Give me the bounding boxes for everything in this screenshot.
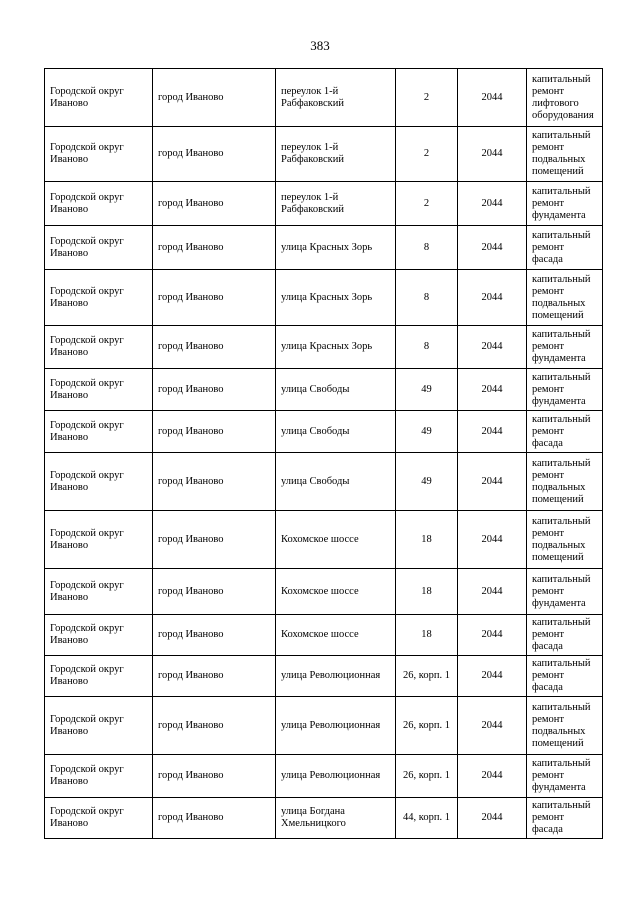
year-cell: 2044	[458, 411, 527, 453]
table-row	[45, 127, 603, 182]
year-cell: 2044	[458, 798, 527, 839]
city-cell: город Иваново	[153, 182, 276, 226]
district-cell: Городской округ Иваново	[45, 69, 153, 127]
city-cell: город Иваново	[153, 226, 276, 270]
district-cell: Городской округ Иваново	[45, 369, 153, 411]
work-type-cell: капитальный ремонт фасада	[527, 798, 603, 839]
table-row	[45, 326, 603, 369]
page-number: 383	[310, 38, 330, 53]
district-cell: Городской округ Иваново	[45, 697, 153, 755]
repair-schedule-table	[44, 68, 603, 839]
work-type-cell: капитальный ремонт фундамента	[527, 369, 603, 411]
work-type-cell: капитальный ремонт фасада	[527, 226, 603, 270]
street-cell: улица Красных Зорь	[276, 326, 396, 369]
house-number-cell: 8	[396, 270, 458, 326]
table-row	[45, 615, 603, 656]
year-cell: 2044	[458, 569, 527, 615]
house-number-cell: 49	[396, 411, 458, 453]
work-type-cell: капитальный ремонт фундамента	[527, 182, 603, 226]
street-cell: улица Свободы	[276, 453, 396, 511]
street-cell: улица Красных Зорь	[276, 270, 396, 326]
year-cell: 2044	[458, 326, 527, 369]
table-row	[45, 656, 603, 697]
city-cell: город Иваново	[153, 69, 276, 127]
district-cell: Городской округ Иваново	[45, 453, 153, 511]
street-cell: Кохомское шоссе	[276, 511, 396, 569]
table-row	[45, 697, 603, 755]
house-number-cell: 26, корп. 1	[396, 656, 458, 697]
house-number-cell: 18	[396, 569, 458, 615]
table-row	[45, 270, 603, 326]
street-cell: улица Революционная	[276, 755, 396, 798]
work-type-cell: капитальный ремонт подвальных помещений	[527, 270, 603, 326]
street-cell: Кохомское шоссе	[276, 615, 396, 656]
table-row	[45, 182, 603, 226]
street-cell: улица Свободы	[276, 369, 396, 411]
city-cell: город Иваново	[153, 127, 276, 182]
district-cell: Городской округ Иваново	[45, 755, 153, 798]
city-cell: город Иваново	[153, 697, 276, 755]
house-number-cell: 49	[396, 453, 458, 511]
work-type-cell: капитальный ремонт подвальных помещений	[527, 511, 603, 569]
table-row	[45, 755, 603, 798]
year-cell: 2044	[458, 453, 527, 511]
table-row	[45, 226, 603, 270]
street-cell: переулок 1-й Рабфаковский	[276, 127, 396, 182]
street-cell: улица Свободы	[276, 411, 396, 453]
year-cell: 2044	[458, 69, 527, 127]
table-row	[45, 569, 603, 615]
house-number-cell: 49	[396, 369, 458, 411]
work-type-cell: капитальный ремонт подвальных помещений	[527, 127, 603, 182]
city-cell: город Иваново	[153, 453, 276, 511]
city-cell: город Иваново	[153, 569, 276, 615]
work-type-cell: капитальный ремонт подвальных помещений	[527, 697, 603, 755]
city-cell: город Иваново	[153, 798, 276, 839]
work-type-cell: капитальный ремонт лифтового оборудования	[527, 69, 603, 127]
house-number-cell: 44, корп. 1	[396, 798, 458, 839]
year-cell: 2044	[458, 182, 527, 226]
district-cell: Городской округ Иваново	[45, 656, 153, 697]
year-cell: 2044	[458, 697, 527, 755]
district-cell: Городской округ Иваново	[45, 798, 153, 839]
district-cell: Городской округ Иваново	[45, 615, 153, 656]
city-cell: город Иваново	[153, 369, 276, 411]
table-row	[45, 411, 603, 453]
year-cell: 2044	[458, 369, 527, 411]
city-cell: город Иваново	[153, 615, 276, 656]
work-type-cell: капитальный ремонт фундамента	[527, 569, 603, 615]
year-cell: 2044	[458, 615, 527, 656]
street-cell: Кохомское шоссе	[276, 569, 396, 615]
table-row	[45, 453, 603, 511]
table-row	[45, 369, 603, 411]
year-cell: 2044	[458, 656, 527, 697]
year-cell: 2044	[458, 226, 527, 270]
district-cell: Городской округ Иваново	[45, 326, 153, 369]
district-cell: Городской округ Иваново	[45, 411, 153, 453]
work-type-cell: капитальный ремонт фундамента	[527, 755, 603, 798]
street-cell: улица Красных Зорь	[276, 226, 396, 270]
city-cell: город Иваново	[153, 326, 276, 369]
street-cell: улица Богдана Хмельницкого	[276, 798, 396, 839]
district-cell: Городской округ Иваново	[45, 127, 153, 182]
district-cell: Городской округ Иваново	[45, 182, 153, 226]
district-cell: Городской округ Иваново	[45, 270, 153, 326]
year-cell: 2044	[458, 127, 527, 182]
table-row	[45, 798, 603, 839]
house-number-cell: 18	[396, 511, 458, 569]
city-cell: город Иваново	[153, 656, 276, 697]
work-type-cell: капитальный ремонт фасада	[527, 615, 603, 656]
house-number-cell: 26, корп. 1	[396, 755, 458, 798]
house-number-cell: 8	[396, 226, 458, 270]
city-cell: город Иваново	[153, 411, 276, 453]
year-cell: 2044	[458, 511, 527, 569]
work-type-cell: капитальный ремонт фасада	[527, 411, 603, 453]
street-cell: улица Революционная	[276, 697, 396, 755]
year-cell: 2044	[458, 270, 527, 326]
house-number-cell: 18	[396, 615, 458, 656]
work-type-cell: капитальный ремонт подвальных помещений	[527, 453, 603, 511]
work-type-cell: капитальный ремонт фундамента	[527, 326, 603, 369]
table-row	[45, 69, 603, 127]
district-cell: Городской округ Иваново	[45, 226, 153, 270]
year-cell: 2044	[458, 755, 527, 798]
street-cell: переулок 1-й Рабфаковский	[276, 69, 396, 127]
table-row	[45, 511, 603, 569]
house-number-cell: 26, корп. 1	[396, 697, 458, 755]
district-cell: Городской округ Иваново	[45, 569, 153, 615]
city-cell: город Иваново	[153, 755, 276, 798]
district-cell: Городской округ Иваново	[45, 511, 153, 569]
work-type-cell: капитальный ремонт фасада	[527, 656, 603, 697]
house-number-cell: 2	[396, 127, 458, 182]
street-cell: улица Революционная	[276, 656, 396, 697]
house-number-cell: 8	[396, 326, 458, 369]
house-number-cell: 2	[396, 69, 458, 127]
street-cell: переулок 1-й Рабфаковский	[276, 182, 396, 226]
city-cell: город Иваново	[153, 270, 276, 326]
house-number-cell: 2	[396, 182, 458, 226]
city-cell: город Иваново	[153, 511, 276, 569]
